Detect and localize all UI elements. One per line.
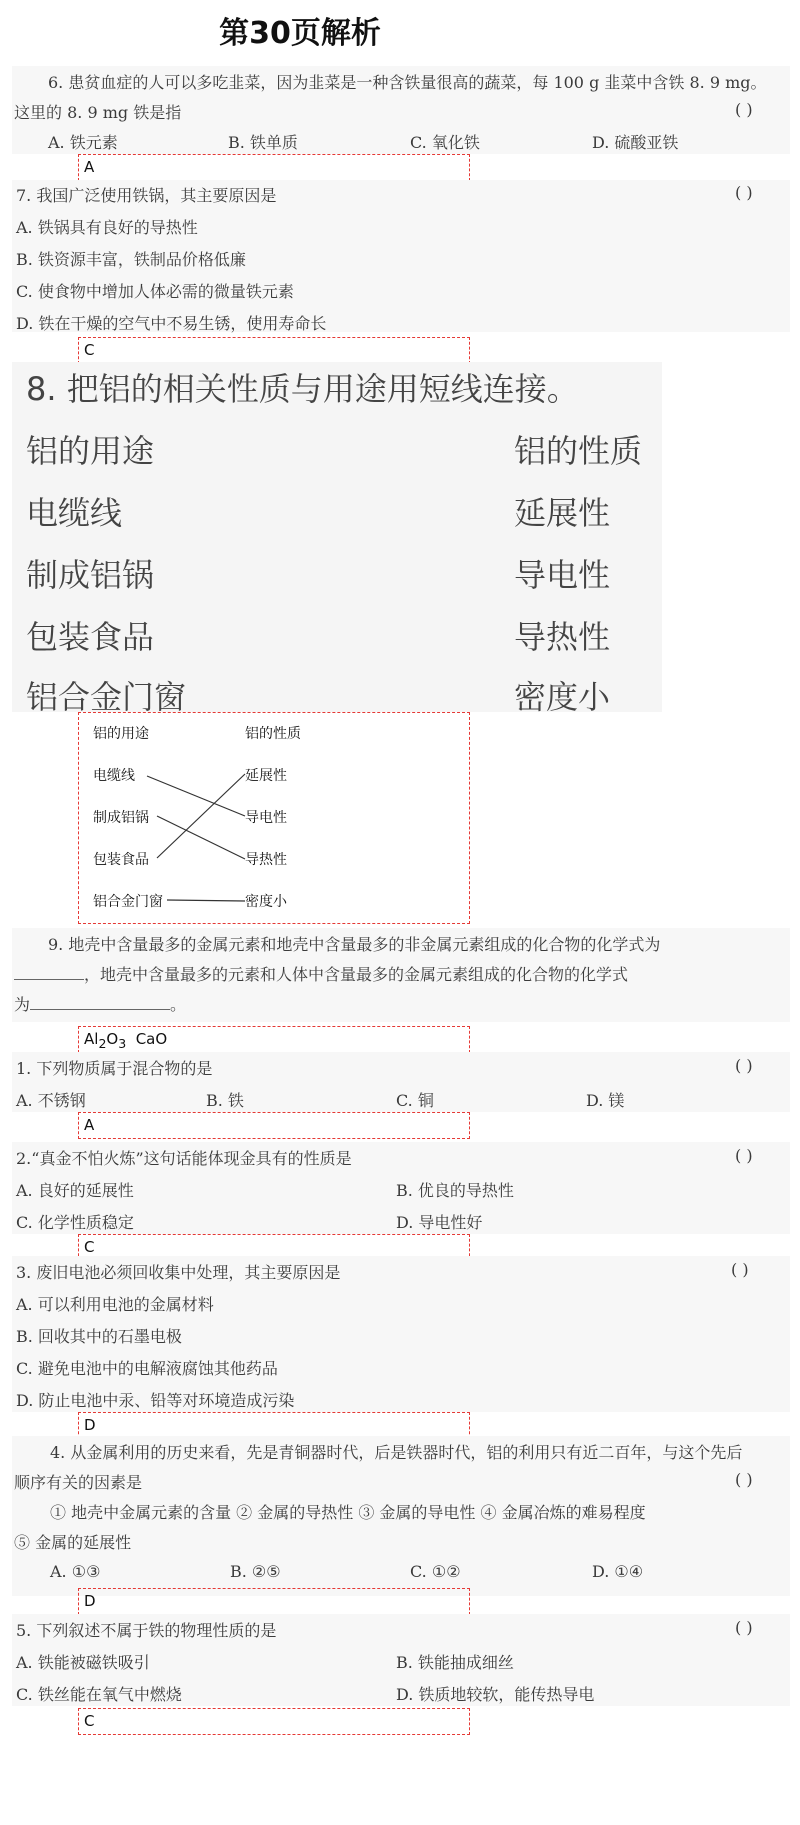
answer-box: D xyxy=(78,1588,470,1615)
property-item: 密度小 xyxy=(245,894,287,910)
option-a: A. ①③ xyxy=(50,1562,101,1581)
property-item: 导电性 xyxy=(514,556,611,594)
property-item: 延展性 xyxy=(514,494,611,532)
option-c: C. 化学性质稳定 xyxy=(16,1213,134,1232)
answer-box: D xyxy=(78,1412,470,1439)
option-d: D. 铁质地较软，能传热导电 xyxy=(396,1685,595,1704)
answer-paren: ( ) xyxy=(735,1056,753,1075)
option-d: D. 导电性好 xyxy=(396,1213,483,1232)
matching-answer-diagram xyxy=(78,712,470,924)
option-a: A. 不锈钢 xyxy=(16,1091,86,1110)
option-a: A. 铁元素 xyxy=(48,133,118,152)
question-4-stem: 4. 从金属利用的历史来看，先是青铜器时代，后是铁器时代，铝的利用只有近二百年，与这个先后 xyxy=(50,1443,743,1462)
uses-header: 铝的用途 xyxy=(93,726,149,742)
property-item: 延展性 xyxy=(245,768,287,784)
answer-box: C xyxy=(78,1234,470,1261)
use-item: 电缆线 xyxy=(93,768,135,784)
link-line xyxy=(167,900,245,901)
question-5-stem: 5. 下列叙述不属于铁的物理性质的是 xyxy=(16,1621,277,1640)
answer-box: A xyxy=(78,1112,470,1139)
question-9-prefix: 为 xyxy=(14,995,31,1014)
use-item: 电缆线 xyxy=(26,494,123,532)
option-c: C. 使食物中增加人体必需的微量铁元素 xyxy=(16,282,294,301)
answer-box: A xyxy=(78,154,470,181)
question-6-stem-cont: 这里的 8. 9 mg 铁是指 xyxy=(14,103,182,122)
answer-formula-2: CaO xyxy=(135,1030,168,1048)
question-1-stem: 1. 下列物质属于混合物的是 xyxy=(16,1059,213,1078)
option-d: D. 硫酸亚铁 xyxy=(592,133,679,152)
option-b: B. 优良的导热性 xyxy=(396,1181,514,1200)
option-b: B. 铁资源丰富，铁制品价格低廉 xyxy=(16,250,246,269)
answer-paren: ( ) xyxy=(735,1146,753,1165)
option-d: D. ①④ xyxy=(592,1562,644,1581)
option-d: D. 防止电池中汞、铅等对环境造成污染 xyxy=(16,1391,295,1410)
use-item: 制成铝锅 xyxy=(93,810,149,826)
factor-list-cont: ⑤ 金属的延展性 xyxy=(14,1533,132,1552)
option-b: B. 铁单质 xyxy=(228,133,298,152)
use-item: 包装食品 xyxy=(93,852,149,868)
option-a: A. 良好的延展性 xyxy=(16,1181,134,1200)
fill-blank xyxy=(14,965,84,980)
properties-header: 铝的性质 xyxy=(514,432,643,470)
question-6-stem: 6. 患贫血症的人可以多吃韭菜，因为韭菜是一种含铁量很高的蔬菜，每 100 g 韭菜中含铁 8. 9 mg。 xyxy=(48,73,767,92)
answer-paren: ( ) xyxy=(735,1618,753,1637)
property-item: 密度小 xyxy=(514,678,611,716)
answer-box: C xyxy=(78,1708,470,1735)
property-item: 导热性 xyxy=(514,618,611,656)
option-b: B. 铁能抽成细丝 xyxy=(396,1653,514,1672)
option-b: B. ②⑤ xyxy=(230,1562,281,1581)
factor-list: ① 地壳中金属元素的含量 ② 金属的导热性 ③ 金属的导电性 ④ 金属冶炼的难易程度 xyxy=(50,1503,646,1522)
property-item: 导电性 xyxy=(245,810,287,826)
option-d: D. 铁在干燥的空气中不易生锈，使用寿命长 xyxy=(16,314,327,333)
option-a: A. 铁能被磁铁吸引 xyxy=(16,1653,150,1672)
answer-paren: ( ) xyxy=(735,100,753,119)
property-item: 导热性 xyxy=(245,852,287,868)
question-9-stem-text: ，地壳中含量最多的元素和人体中含量最多的金属元素组成的化合物的化学式 xyxy=(84,965,629,984)
properties-header: 铝的性质 xyxy=(245,726,301,742)
option-c: C. ①② xyxy=(410,1562,461,1581)
use-item: 铝合金门窗 xyxy=(93,894,163,910)
option-b: B. 铁 xyxy=(206,1091,244,1110)
uses-header: 铝的用途 xyxy=(26,432,155,470)
answer-paren: ( ) xyxy=(735,183,753,202)
question-9-stem: 9. 地壳中含量最多的金属元素和地壳中含量最多的非金属元素组成的化合物的化学式为 xyxy=(48,935,661,954)
option-c: C. 氧化铁 xyxy=(410,133,480,152)
question-3-stem: 3. 废旧电池必须回收集中处理，其主要原因是 xyxy=(16,1263,341,1282)
fill-blank xyxy=(30,995,170,1010)
question-7-stem: 7. 我国广泛使用铁锅，其主要原因是 xyxy=(16,186,277,205)
question-8-block xyxy=(12,362,662,716)
question-8-stem: 8. 把铝的相关性质与用途用短线连接。 xyxy=(26,370,579,408)
option-c: C. 避免电池中的电解液腐蚀其他药品 xyxy=(16,1359,278,1378)
use-item: 制成铝锅 xyxy=(26,556,155,594)
link-line xyxy=(147,776,245,816)
page-title: 第30页解析 xyxy=(219,16,381,51)
option-c: C. 铁丝能在氧气中燃烧 xyxy=(16,1685,182,1704)
option-a: A. 可以利用电池的金属材料 xyxy=(16,1295,214,1314)
option-a: A. 铁锅具有良好的导热性 xyxy=(16,218,198,237)
answer-paren: ( ) xyxy=(731,1260,749,1279)
question-4-stem-cont: 顺序有关的因素是 xyxy=(14,1473,143,1492)
answer-paren: ( ) xyxy=(735,1470,753,1489)
question-9-stem-end xyxy=(14,992,186,1015)
option-b: B. 回收其中的石墨电极 xyxy=(16,1327,182,1346)
link-line xyxy=(157,816,245,859)
use-item: 包装食品 xyxy=(26,618,155,656)
answer-formula-1: $Al_2O_3$ xyxy=(84,1030,127,1051)
answer-box xyxy=(78,1026,470,1053)
answer-box: C xyxy=(78,337,470,364)
option-d: D. 镁 xyxy=(586,1091,625,1110)
question-9-stem-cont xyxy=(14,962,628,985)
option-c: C. 铜 xyxy=(396,1091,434,1110)
link-line xyxy=(157,774,245,858)
question-2-stem: 2.“真金不怕火炼”这句话能体现金具有的性质是 xyxy=(16,1149,352,1168)
question-9-suffix: 。 xyxy=(170,995,187,1014)
use-item: 铝合金门窗 xyxy=(26,678,187,716)
